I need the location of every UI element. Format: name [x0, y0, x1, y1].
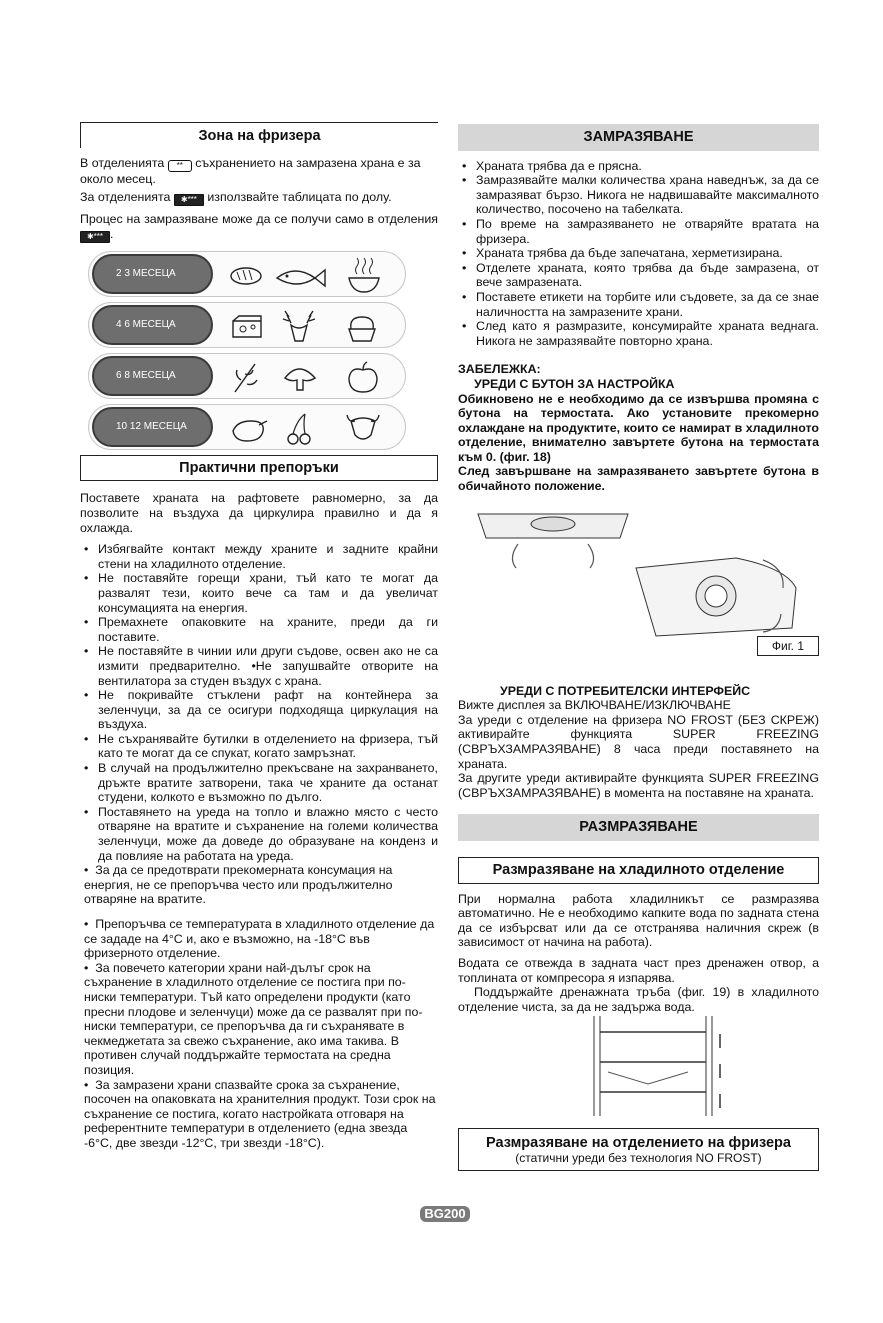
- freezer-para-3a: Процес на замразяване може да се получи само в отделения: [80, 212, 438, 227]
- fridge-interior-illustration: [458, 1014, 819, 1120]
- extra-tips: [80, 863, 438, 1150]
- freezer-para-1b: съхранението на замразена храна е за около месец.: [80, 155, 421, 186]
- fridge-defrost-p2: Водата се отвежда в задната част през дренажен отвор, а топлината от компресора я изпарява.: [458, 955, 819, 985]
- freezer-para-3: [80, 212, 438, 243]
- grain-mushroom-apple-icons: [229, 358, 401, 396]
- freezer-para-2a: За отделенията: [80, 190, 171, 205]
- extra-tip-text: За да се предотврати прекомерната консумация на енергия, не се препоръчва често или продължително отваряне на вратите.: [84, 863, 393, 907]
- fridge-defrost-p3: Поддържайте дренажната тръба (фиг. 19) в хладилното отделение чиста, за да не задържа вода.: [458, 985, 819, 1014]
- extra-tip: • За повечето категории храни най-дълъг срок на съхранение в хладилното отделение се постига при по-ниски температури. Тъй като определени продукти (като пресни плодове и зеленчуци) може да се развалят при по-ниски температури, се препоръчва да ги съхранявате в чекмеджетата за свежо съхранение, ако има такива. В противен случай поддържайте термостата на средна позиция.: [84, 960, 423, 1077]
- freezing-list: [458, 159, 819, 349]
- list-item: • Избягвайте контакт между храните и задните крайни стени на хладилното отделение.: [80, 542, 438, 571]
- extra-tip: • Препоръчва се температурата в хладилното отделение да се зададе на 4°С и, ако е възможно, на -18°С във фризерното отделение.: [84, 917, 435, 961]
- right-column: [458, 124, 819, 1171]
- left-column: [80, 122, 438, 1151]
- month-row: [88, 353, 406, 399]
- extra-tip-text: За замразени храни спазвайте срока за съхранение, посочен на опаковката на хранителния продукт. Този срок на съхранение се постига, когато настройката отговаря на референтните температури в отделението (една звезда -6°С, две звезди -12°С, три звезди -18°С).: [84, 1077, 436, 1150]
- list-item: • В случай на продължително прекъсване на захранването, дръжте вратите затворени, така че храните да останат студени, колкото е възможно по дълго.: [80, 761, 438, 805]
- four-star-icon: ✱***: [80, 231, 110, 243]
- list-item: • След като я размразите, консумирайте храната веднага. Никога не замразявайте повторно храна.: [458, 319, 819, 348]
- list-item: • Храната трябва да е прясна.: [458, 159, 819, 174]
- freezer-para-2b: използвайте таблицата по долу.: [207, 190, 392, 205]
- list-item: • Не поставяйте горещи храни, тъй като те могат да развалят тези, които вече са там и да увеличат консумацията на енергия.: [80, 571, 438, 615]
- ui-text-3: За другите уреди активирайте функцията SUPER FREEZING (СВРЪХЗАМРАЗЯВАНЕ) в момента на поставяне на храната.: [458, 771, 819, 800]
- fridge-defrost-p1: При нормална работа хладилникът се размразява автоматично. Не е необходимо капките вода по задната стена да се избърсват или да се отстранява наличния скреж (в зависимост от начина на работа).: [458, 891, 819, 950]
- cheese-deer-muffin-icons: [229, 307, 401, 345]
- list-item: • Замразявайте малки количества храна наведнъж, за да се замразяват бързо. Никога не надвишавайте максималното количество, посочено на табелката.: [458, 173, 819, 217]
- note-title: ЗАБЕЛЕЖКА:: [458, 362, 541, 377]
- freezing-title: ЗАМРАЗЯВАНЕ: [458, 124, 819, 151]
- extra-tip-text: Препоръчва се температурата в хладилното отделение да се зададе на 4°С и, ако е възможно, на -18°С във фризерното отделение.: [84, 917, 435, 961]
- extra-tip-text: За повечето категории храни най-дълъг срок на съхранение в хладилното отделение се постига при по-ниски температури. Тъй като определени продукти (като пресни плодове и зеленчуци) може да се развалят при по-ниски температури, се препоръчва да ги съхранявате в чекмеджетата за свежо съхранение, ако има такива. В противен случай поддържайте термостата на средна позиция.: [84, 960, 423, 1077]
- freezer-defrost-box: [458, 1128, 819, 1171]
- practical-intro: Поставете храната на рафтовете равномерно, за да позволите на въздуха да циркулира правилно и да я охлажда.: [80, 491, 438, 535]
- fridge-defrost-title: Размразяване на хладилното отделение: [458, 857, 819, 884]
- month-pill: 4 6 МЕСЕЦА: [92, 305, 213, 345]
- list-item: • Отделете храната, която трябва да бъде замразена, от вече замразената.: [458, 261, 819, 290]
- month-pill: 6 8 МЕСЕЦА: [92, 356, 213, 396]
- freezer-para-1a: В отделенията: [80, 155, 165, 170]
- list-item: • По време на замразяването не отваряйте вратата на фризера.: [458, 217, 819, 246]
- page-badge: BG200: [420, 1206, 470, 1222]
- storage-months-table: [80, 251, 438, 450]
- freezer-defrost-title: Размразяване на отделението на фризера: [486, 1135, 791, 1152]
- list-item: • Поставете етикети на торбите или съдовете, за да се знае наличността на замразените храни.: [458, 290, 819, 319]
- month-row: [88, 251, 406, 297]
- list-item: • Поставянето на уреда на топло и влажно място с често отваряне на вратите и съхранение на големи количества зеленчуци, може да доведе до образуване на конденз и да повлияе на работата на уреда.: [80, 805, 438, 863]
- practical-tips-title: Практични препоръки: [80, 455, 438, 482]
- knob-text: Обикновено не е необходимо да се извършва промяна с бутона на термостата. Ако установите прекомерно охлаждане на продуктите, които се намират в хладилното отделение, внимателно завъртете бутона на термостата към 0. (фиг. 18): [458, 391, 819, 464]
- ui-text-2: За уреди с отделение на фризера NO FROST (БЕЗ СКРЕЖ) активирайте функцията SUPER FREEZING (СВРЪХЗАМРАЗЯВАНЕ) 8 часа преди поставянето на храната.: [458, 712, 819, 771]
- freezer-para-2: [80, 190, 438, 206]
- extra-tip: • За да се предотврати прекомерната консумация на енергия, не се препоръчва често или продължително отваряне на вратите.: [84, 863, 393, 907]
- extra-tip: • За замразени храни спазвайте срока за съхранение, посочен на опаковката на хранителния продукт. Този срок на съхранение се постига, когато настройката отговаря на референтните температури в отделението (една звезда -6°С, две звезди -12°С, три звезди -18°С).: [84, 1077, 436, 1150]
- list-item: • Премахнете опаковките на храните, преди да ги поставите.: [80, 615, 438, 644]
- practical-list: [80, 542, 438, 863]
- chicken-cherry-cow-icons: [229, 409, 401, 447]
- freezer-defrost-subtitle: (статични уреди без технология NO FROST): [515, 1150, 762, 1165]
- bread-fish-soup-icons: [229, 256, 401, 294]
- thermostat-figure: [458, 508, 819, 668]
- month-pill: 10 12 МЕСЕЦА: [92, 407, 213, 447]
- knob-text-2: След завършване на замразяването завъртете бутона в обичайното положение.: [458, 464, 819, 494]
- list-item: • Не съхранявайте бутилки в отделението на фризера, тъй като те могат да се спукат, когато замръзнат.: [80, 732, 438, 761]
- freezer-para-3b: .: [110, 226, 114, 241]
- ui-text: Вижте дисплея за ВКЛЮЧВАНЕ/ИЗКЛЮЧВАНЕ: [458, 698, 731, 713]
- knob-title: УРЕДИ С БУТОН ЗА НАСТРОЙКА: [474, 376, 675, 391]
- freezer-zone-title: Зона на фризера: [80, 122, 438, 148]
- figure-label: Фиг. 1: [757, 636, 819, 657]
- two-star-icon: **: [168, 160, 192, 172]
- month-pill: 2 3 МЕСЕЦА: [92, 254, 213, 294]
- defrost-title: РАЗМРАЗЯВАНЕ: [458, 814, 819, 841]
- list-item: • Храната трябва да бъде запечатана, херметизирана.: [458, 246, 819, 261]
- drain-figure: [458, 1014, 819, 1120]
- list-item: • Не покривайте стъклени рафт на контейнера за зеленчуци, за да се осигури подходяща циркулация на въздуха.: [80, 688, 438, 732]
- ui-title: УРЕДИ С ПОТРЕБИТЕЛСКИ ИНТЕРФЕЙС: [500, 683, 751, 698]
- four-star-icon: ✱***: [174, 194, 204, 206]
- month-row: [88, 302, 406, 348]
- freezer-para-1: [80, 156, 438, 187]
- month-row: [88, 404, 406, 450]
- list-item: • Не поставяйте в чинии или други съдове, освен ако не са измити предварително. •Не запушвайте отворите на вентилатора за студен въздух с храна.: [80, 644, 438, 688]
